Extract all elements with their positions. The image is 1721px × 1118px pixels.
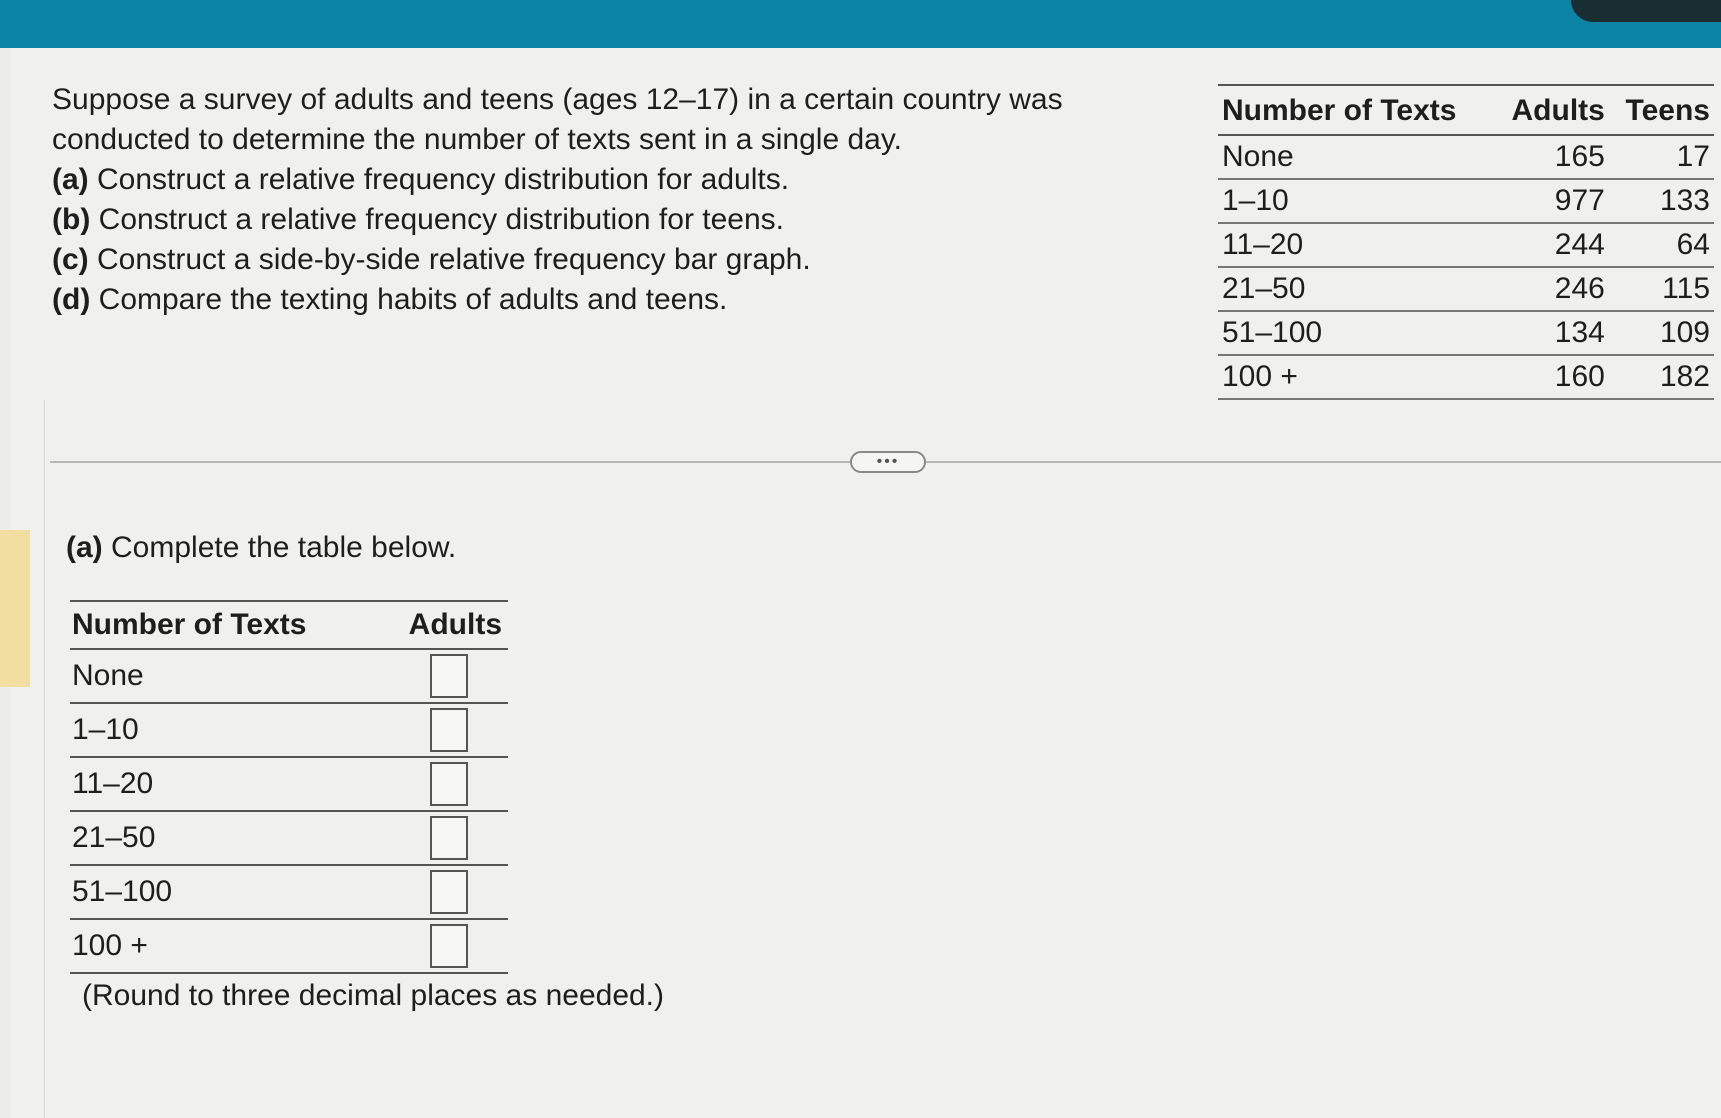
teens-count: 17 — [1609, 135, 1714, 179]
header-number-of-texts: Number of Texts — [1218, 85, 1494, 135]
row-label: 1–10 — [1218, 179, 1494, 223]
table-row — [70, 757, 508, 811]
survey-data-table — [1218, 84, 1714, 400]
header-number-of-texts: Number of Texts — [70, 601, 377, 649]
problem-part-a — [52, 160, 1162, 200]
part-letter: (b) — [52, 203, 91, 236]
teens-count: 182 — [1609, 355, 1714, 399]
table-header-row — [70, 601, 508, 649]
problem-statement — [52, 80, 1162, 320]
problem-part-b — [52, 200, 1162, 240]
table-row — [70, 703, 508, 757]
top-header-bar — [0, 0, 1721, 48]
row-label: 51–100 — [70, 865, 377, 919]
answer-cell — [377, 919, 508, 973]
adults-count: 977 — [1494, 179, 1609, 223]
row-label: None — [1218, 135, 1494, 179]
table-row — [1218, 267, 1714, 311]
table-row — [1218, 179, 1714, 223]
adults-count: 160 — [1494, 355, 1609, 399]
prompt-text: Complete the table below. — [111, 531, 457, 564]
active-question-marker — [0, 530, 30, 687]
more-options-button[interactable]: ••• — [850, 451, 926, 473]
teens-count: 133 — [1609, 179, 1714, 223]
header-corner-shape — [1571, 0, 1721, 22]
adults-count: 165 — [1494, 135, 1609, 179]
table-row — [70, 649, 508, 703]
table-row — [1218, 311, 1714, 355]
table-row — [1218, 223, 1714, 267]
adults-count: 246 — [1494, 267, 1609, 311]
adults-count: 134 — [1494, 311, 1609, 355]
header-adults: Adults — [1494, 85, 1609, 135]
table-row — [70, 865, 508, 919]
rounding-note: (Round to three decimal places as needed.) — [82, 979, 665, 1012]
teens-count: 64 — [1609, 223, 1714, 267]
table-row — [70, 811, 508, 865]
row-label: None — [70, 649, 377, 703]
answer-cell — [377, 649, 508, 703]
row-label: 11–20 — [70, 757, 377, 811]
answer-cell — [377, 865, 508, 919]
row-label: 51–100 — [1218, 311, 1494, 355]
problem-intro: Suppose a survey of adults and teens (ages 12–17) in a certain country was conducted to determine the number of texts sent in a single day. — [52, 83, 1063, 156]
part-letter: (a) — [66, 531, 103, 564]
table-row — [1218, 355, 1714, 399]
answer-input-51-100[interactable] — [430, 870, 468, 914]
answer-cell — [377, 703, 508, 757]
header-adults: Adults — [377, 601, 508, 649]
answer-input-21-50[interactable] — [430, 816, 468, 860]
answer-cell — [377, 811, 508, 865]
table-row — [1218, 135, 1714, 179]
table-row — [70, 919, 508, 973]
row-label: 21–50 — [1218, 267, 1494, 311]
part-letter: (c) — [52, 243, 89, 276]
part-text: Compare the texting habits of adults and teens. — [98, 283, 728, 316]
row-label: 21–50 — [70, 811, 377, 865]
row-label: 1–10 — [70, 703, 377, 757]
header-teens: Teens — [1609, 85, 1714, 135]
problem-part-d — [52, 280, 1162, 320]
part-text: Construct a relative frequency distribution for teens. — [98, 203, 784, 236]
answer-input-100-plus[interactable] — [430, 924, 468, 968]
row-label: 100 + — [70, 919, 377, 973]
part-a-prompt — [66, 528, 456, 568]
part-text: Construct a side-by-side relative frequency bar graph. — [97, 243, 811, 276]
answer-cell — [377, 757, 508, 811]
table-header-row — [1218, 85, 1714, 135]
adults-count: 244 — [1494, 223, 1609, 267]
answer-input-1-10[interactable] — [430, 708, 468, 752]
part-letter: (a) — [52, 163, 89, 196]
answer-input-none[interactable] — [430, 654, 468, 698]
left-gutter-line — [44, 400, 45, 1118]
part-letter: (d) — [52, 283, 91, 316]
row-label: 11–20 — [1218, 223, 1494, 267]
problem-part-c — [52, 240, 1162, 280]
adults-answer-table — [70, 600, 508, 974]
teens-count: 115 — [1609, 267, 1714, 311]
answer-input-11-20[interactable] — [430, 762, 468, 806]
part-text: Construct a relative frequency distribution for adults. — [97, 163, 790, 196]
teens-count: 109 — [1609, 311, 1714, 355]
row-label: 100 + — [1218, 355, 1494, 399]
